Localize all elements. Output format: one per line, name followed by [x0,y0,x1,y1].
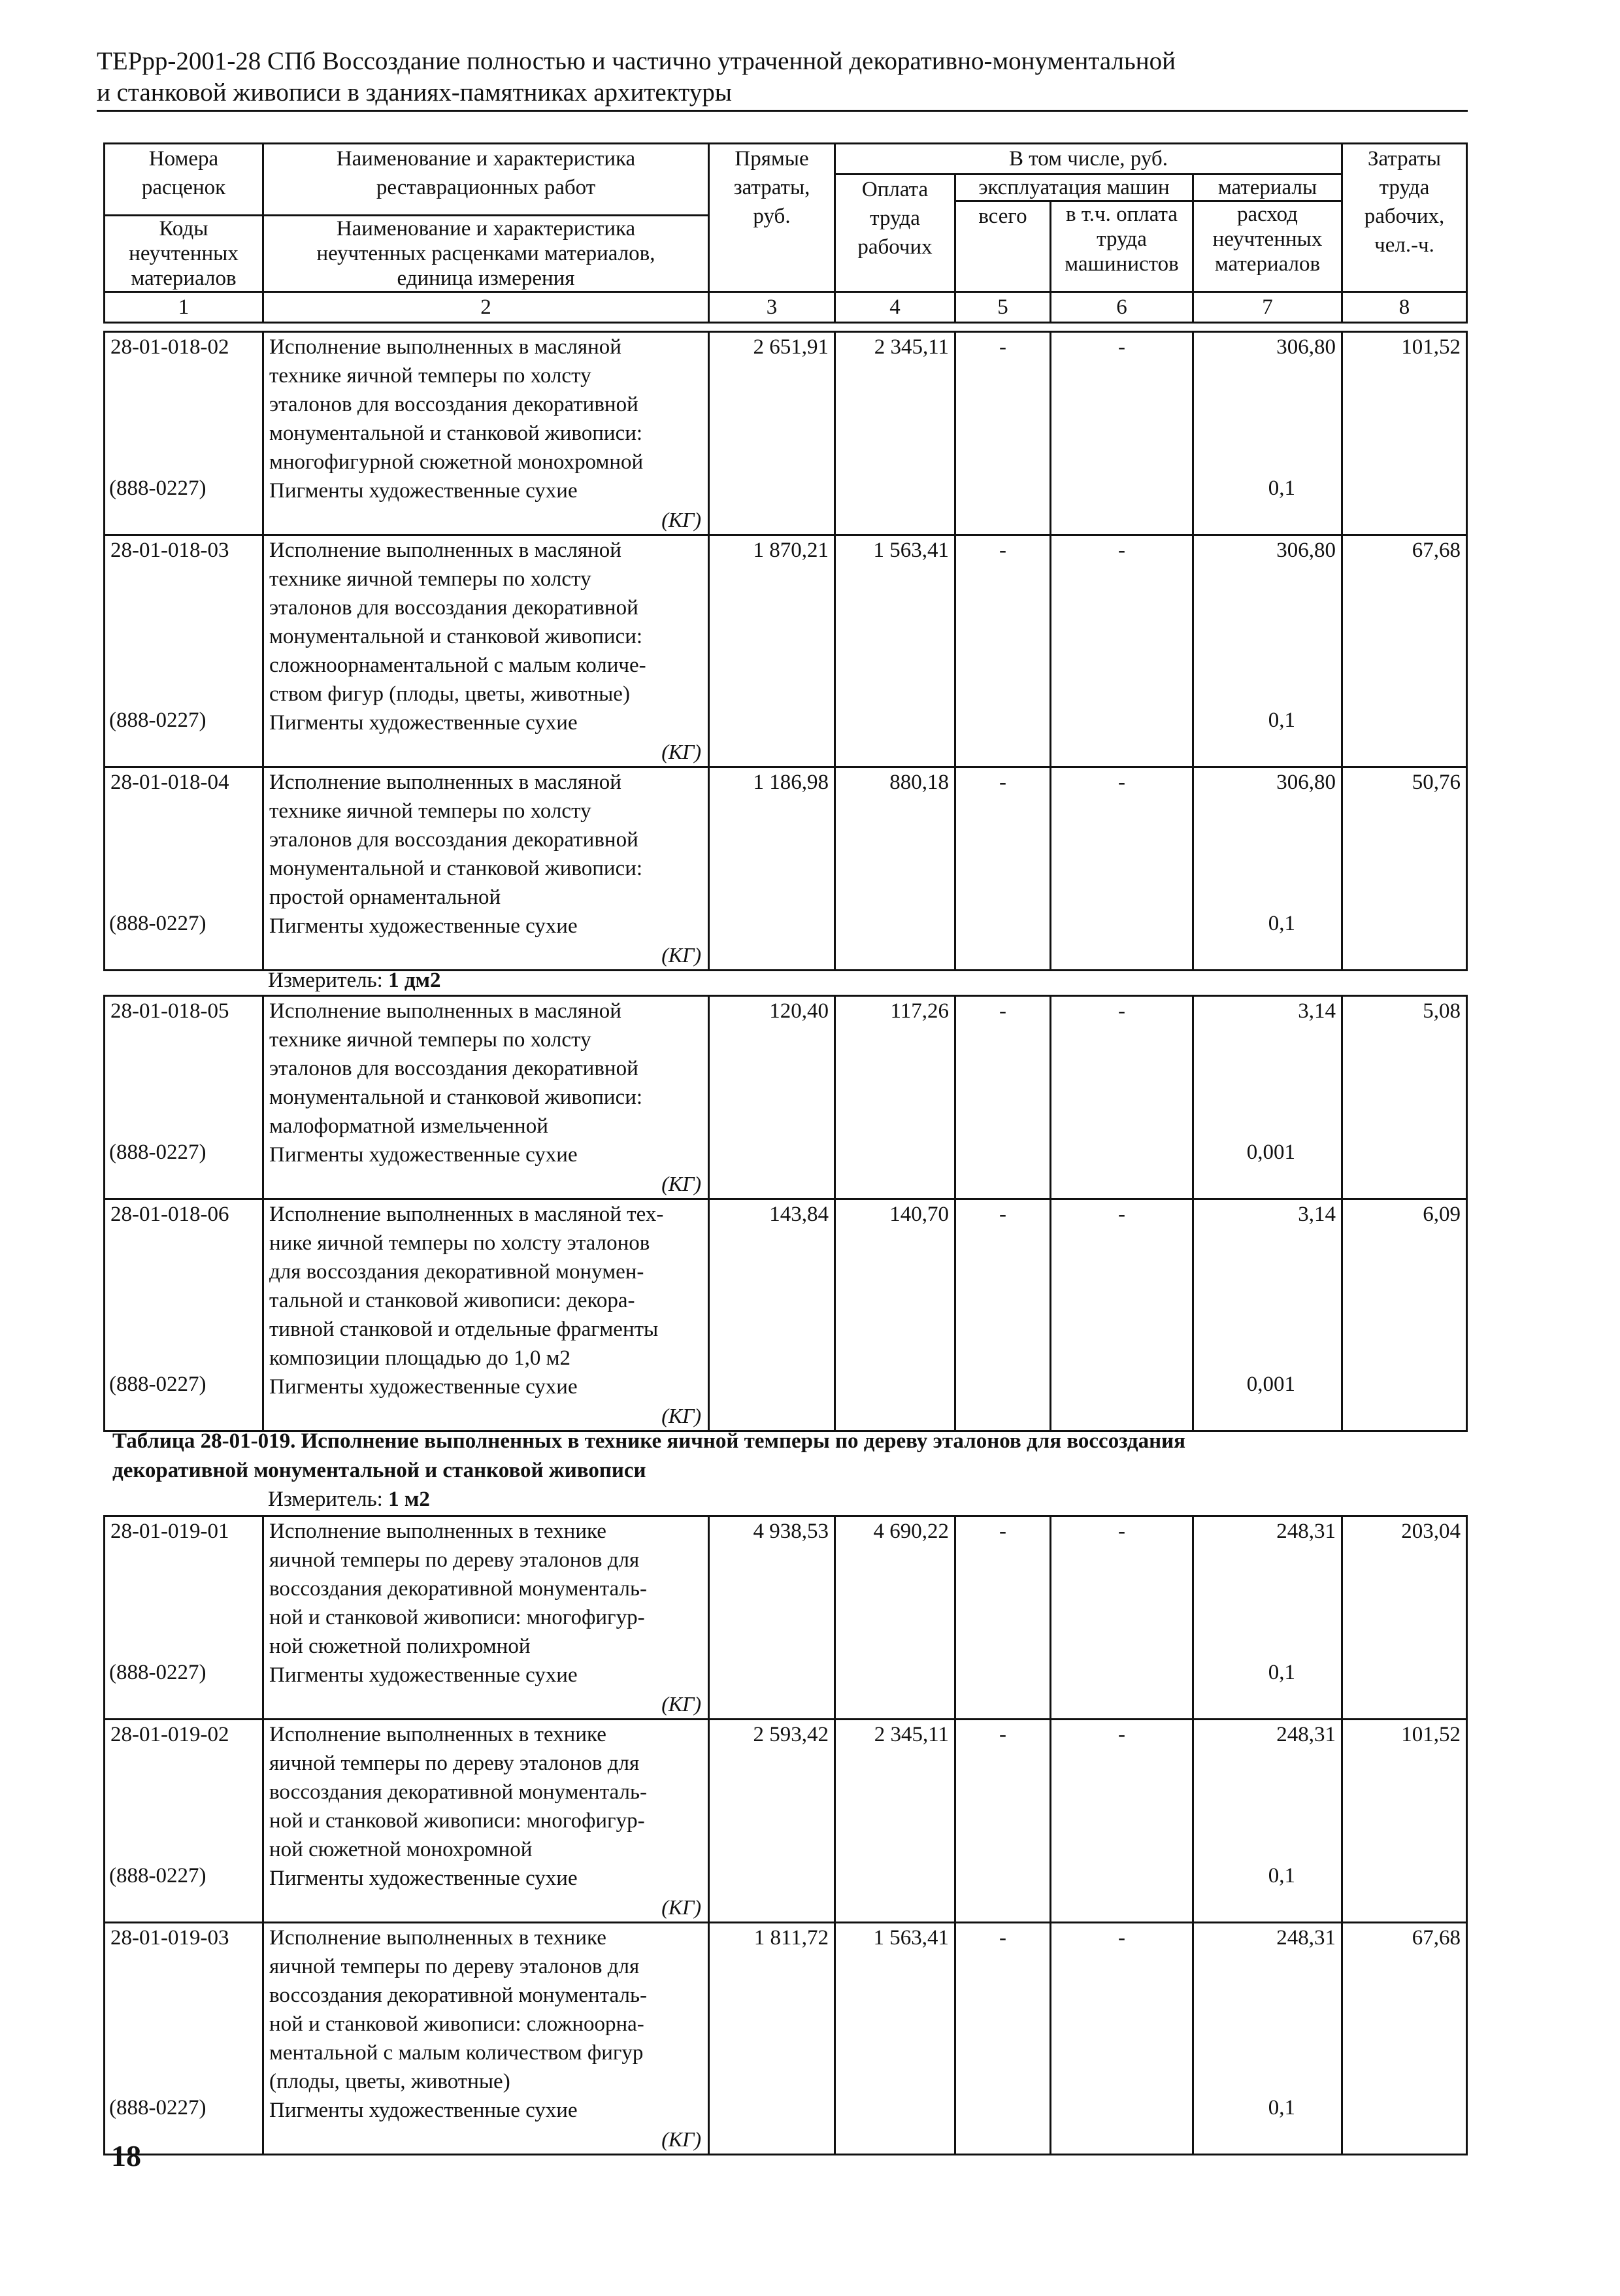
work-description-line: эталонов для воссоздания декоративной [269,393,638,416]
work-description-line: ством фигур (плоды, цветы, животные) [269,682,630,706]
work-description-line: сложноорнаментальной с малым количе- [269,654,646,677]
labor-pay: 2 345,11 [835,332,955,535]
description-cell [263,767,709,971]
material-name: Пигменты художественные сухие [269,914,578,938]
labor-pay: 4 690,22 [835,1516,955,1720]
material-unit: (КГ) [661,1172,701,1195]
table-row [105,1516,1467,1720]
work-description-line: Исполнение выполненных в технике [269,1723,606,1746]
rate-code: 28-01-018-03 [110,539,229,562]
work-description-line: эталонов для воссоздания декоративной [269,1057,638,1080]
material-quantity: 0,1 [1268,912,1295,935]
header-kody: Коды неучтенных материалов [105,216,263,292]
table-019-title [112,1427,1393,1486]
material-unit: (КГ) [661,508,701,531]
materials-cost-cell [1193,1720,1342,1923]
rate-code: 28-01-018-02 [110,335,229,359]
table-row [105,767,1467,971]
material-quantity: 0,1 [1268,1661,1295,1684]
rate-code: 28-01-018-06 [110,1203,229,1226]
machinists-pay: - [1051,767,1193,971]
machines-total: - [955,1720,1051,1923]
machines-total: - [955,1199,1051,1431]
labor-hours: 5,08 [1342,996,1467,1199]
work-description-line: воссоздания декоративной монументаль- [269,1984,647,2007]
work-description-line: малоформатной измельченной [269,1114,548,1138]
table-019-title-line-2: декоративной монументальной и станковой живописи [112,1459,646,1482]
machinists-pay: - [1051,1516,1193,1720]
material-quantity: 0,001 [1246,1373,1295,1396]
col-num: 1 [105,292,263,323]
materials-cost-cell [1193,1199,1342,1431]
header-materials: материалы [1193,175,1342,201]
header-labor-hours: Затраты труда рабочих, чел.-ч. [1342,144,1467,292]
material-code: (888-0227) [109,1661,207,1684]
work-description-line: технике яичной темперы по холсту [269,364,591,388]
machinists-pay: - [1051,1199,1193,1431]
description-cell [263,535,709,767]
materials-cost-cell [1193,1516,1342,1720]
meter-value: 1 м2 [388,1488,430,1511]
material-name: Пигменты художественные сухие [269,1375,578,1399]
direct-costs: 143,84 [709,1199,835,1431]
table-row [105,535,1467,767]
material-unit: (КГ) [661,943,701,967]
work-description-line: технике яичной темперы по холсту [269,799,591,823]
work-description-line: воссоздания декоративной монументаль- [269,1780,647,1804]
description-cell [263,1923,709,2155]
work-description-line: монументальной и станковой живописи: [269,625,643,648]
machinists-pay: - [1051,1923,1193,2155]
direct-costs: 2 651,91 [709,332,835,535]
col-num: 6 [1051,292,1193,323]
description-cell [263,1720,709,1923]
work-description-line: Исполнение выполненных в технике [269,1520,606,1543]
rate-code-cell [105,332,263,535]
material-quantity: 0,1 [1268,708,1295,732]
rate-code-cell [105,996,263,1199]
rate-code-cell [105,1720,263,1923]
meter-label: Измеритель: [268,1488,383,1511]
work-description-line: ной и станковой живописи: многофигур- [269,1809,645,1833]
header-line-1: ТЕРрр-2001-28 СПб Воссоздание полностью и частично утраченной декоративно-монументальной [97,47,1176,75]
materials-cost: 306,80 [1276,539,1336,562]
material-code: (888-0227) [109,1140,207,1164]
materials-cost: 3,14 [1298,1203,1336,1226]
machinists-pay: - [1051,1720,1193,1923]
header-line-2: и станковой живописи в зданиях-памятниках архитектуры [97,78,732,107]
work-description-line: тальной и станковой живописи: декора- [269,1289,635,1312]
machines-total: - [955,332,1051,535]
description-cell [263,996,709,1199]
rate-code: 28-01-019-02 [110,1723,229,1746]
table-body-019 [103,1515,1468,2155]
work-description-line: технике яичной темперы по холсту [269,1028,591,1052]
work-description-line: эталонов для воссоздания декоративной [269,828,638,852]
material-quantity: 0,1 [1268,1864,1295,1888]
work-description-line: монументальной и станковой живописи: [269,422,643,445]
col-num: 8 [1342,292,1467,323]
material-code: (888-0227) [109,1373,207,1396]
direct-costs: 1 870,21 [709,535,835,767]
machines-total: - [955,767,1051,971]
material-quantity: 0,1 [1268,2096,1295,2120]
material-unit: (КГ) [661,1895,701,1919]
labor-pay: 1 563,41 [835,1923,955,2155]
document-header [97,46,1468,112]
table-body-018-b [103,995,1468,1432]
work-description-line: Исполнение выполненных в масляной [269,335,621,359]
labor-hours: 6,09 [1342,1199,1467,1431]
header-direct-costs: Прямые затраты, руб. [709,144,835,292]
work-description-line: композиции площадью до 1,0 м2 [269,1346,571,1370]
header-name-materials: Наименование и характеристика неучтенных расценками материалов, единица измерения [263,216,709,292]
materials-cost: 248,31 [1276,1520,1336,1543]
materials-cost: 248,31 [1276,1926,1336,1950]
materials-cost: 3,14 [1298,999,1336,1023]
rate-code: 28-01-019-03 [110,1926,229,1950]
col-num: 4 [835,292,955,323]
material-name: Пигменты художественные сухие [269,479,578,503]
rate-code-cell [105,535,263,767]
labor-pay: 140,70 [835,1199,955,1431]
direct-costs: 1 186,98 [709,767,835,971]
machinists-pay: - [1051,332,1193,535]
material-unit: (КГ) [661,1692,701,1716]
work-description-line: технике яичной темперы по холсту [269,567,591,591]
meter-label: Измеритель: [268,969,383,992]
work-description-line: (плоды, цветы, животные) [269,2070,510,2093]
material-name: Пигменты художественные сухие [269,711,578,735]
direct-costs: 120,40 [709,996,835,1199]
description-cell [263,332,709,535]
labor-pay: 117,26 [835,996,955,1199]
work-description-line: тивной станковой и отдельные фрагменты [269,1318,659,1341]
header-machinists-pay: в т.ч. оплата труда машинистов [1051,201,1193,292]
rate-code-cell [105,1199,263,1431]
work-description-line: монументальной и станковой живописи: [269,857,643,880]
rate-code: 28-01-018-04 [110,771,229,794]
work-description-line: Исполнение выполненных в технике [269,1926,606,1950]
labor-hours: 67,68 [1342,535,1467,767]
work-description-line: Исполнение выполненных в масляной тех- [269,1203,664,1226]
material-unit: (КГ) [661,740,701,763]
header-labor-pay: Оплата труда рабочих [835,175,955,292]
materials-cost-cell [1193,767,1342,971]
work-description-line: ментальной с малым количеством фигур [269,2041,644,2065]
machinists-pay: - [1051,996,1193,1199]
labor-hours: 101,52 [1342,332,1467,535]
labor-pay: 880,18 [835,767,955,971]
work-description-line: Исполнение выполненных в масляной [269,539,621,562]
materials-cost: 306,80 [1276,335,1336,359]
header-material-usage: расход неучтенных материалов [1193,201,1342,292]
material-unit: (КГ) [661,2127,701,2151]
description-cell [263,1199,709,1431]
material-code: (888-0227) [109,708,207,732]
work-description-line: простой орнаментальной [269,886,501,909]
table-row [105,1199,1467,1431]
material-quantity: 0,001 [1246,1140,1295,1164]
table-row [105,1720,1467,1923]
material-name: Пигменты художественные сухие [269,2099,578,2122]
work-description-line: монументальной и станковой живописи: [269,1086,643,1109]
materials-cost-cell [1193,996,1342,1199]
work-description-line: нике яичной темперы по холсту эталонов [269,1231,650,1255]
material-unit: (КГ) [661,1404,701,1427]
table-header [103,142,1468,324]
work-description-line: яичной темперы по дереву эталонов для [269,1752,640,1775]
rate-code: 28-01-019-01 [110,1520,229,1543]
work-description-line: эталонов для воссоздания декоративной [269,596,638,620]
material-code: (888-0227) [109,2096,207,2120]
work-description-line: воссоздания декоративной монументаль- [269,1577,647,1601]
labor-hours: 203,04 [1342,1516,1467,1720]
meter-2 [268,1488,430,1512]
machines-total: - [955,535,1051,767]
work-description-line: яичной темперы по дереву эталонов для [269,1548,640,1572]
machines-total: - [955,1923,1051,2155]
labor-hours: 50,76 [1342,767,1467,971]
rate-code-cell [105,1923,263,2155]
materials-cost: 248,31 [1276,1723,1336,1746]
material-code: (888-0227) [109,912,207,935]
header-nomera: Номера расценок [105,144,263,216]
column-numbers-row [105,292,1467,323]
material-name: Пигменты художественные сухие [269,1867,578,1890]
description-cell [263,1516,709,1720]
col-num: 3 [709,292,835,323]
labor-pay: 2 345,11 [835,1720,955,1923]
col-num: 7 [1193,292,1342,323]
header-name-works: Наименование и характеристика реставрационных работ [263,144,709,216]
material-code: (888-0227) [109,1864,207,1888]
work-description-line: ной и станковой живописи: сложноорна- [269,2012,644,2036]
materials-cost-cell [1193,1923,1342,2155]
machinists-pay: - [1051,535,1193,767]
labor-hours: 67,68 [1342,1923,1467,2155]
header-including: В том числе, руб. [835,144,1342,175]
col-num: 2 [263,292,709,323]
work-description-line: ной сюжетной монохромной [269,1838,533,1861]
rate-code-cell [105,767,263,971]
materials-cost-cell [1193,332,1342,535]
labor-hours: 101,52 [1342,1720,1467,1923]
material-quantity: 0,1 [1268,476,1295,500]
table-row [105,996,1467,1199]
page-number: 18 [111,2139,141,2172]
direct-costs: 2 593,42 [709,1720,835,1923]
meter-1 [268,969,441,993]
work-description-line: ной сюжетной полихромной [269,1635,531,1658]
table-row [105,1923,1467,2155]
header-machines: эксплуатация машин [955,175,1193,201]
work-description-line: Исполнение выполненных в масляной [269,771,621,794]
work-description-line: многофигурной сюжетной монохромной [269,450,644,474]
material-name: Пигменты художественные сухие [269,1663,578,1687]
rate-code-cell [105,1516,263,1720]
machines-total: - [955,996,1051,1199]
material-name: Пигменты художественные сухие [269,1143,578,1167]
machines-total: - [955,1516,1051,1720]
materials-cost-cell [1193,535,1342,767]
direct-costs: 1 811,72 [709,1923,835,2155]
rate-code: 28-01-018-05 [110,999,229,1023]
work-description-line: Исполнение выполненных в масляной [269,999,621,1023]
material-code: (888-0227) [109,476,207,500]
work-description-line: ной и станковой живописи: многофигур- [269,1606,645,1629]
meter-value: 1 дм2 [388,969,441,992]
table-019-title-line-1: Таблица 28-01-019. Исполнение выполненных в технике яичной темперы по дереву эталонов для воссоздания [112,1429,1185,1453]
direct-costs: 4 938,53 [709,1516,835,1720]
table-body-018-a [103,331,1468,971]
labor-pay: 1 563,41 [835,535,955,767]
col-num: 5 [955,292,1051,323]
work-description-line: яичной темперы по дереву эталонов для [269,1955,640,1978]
work-description-line: для воссоздания декоративной монумен- [269,1260,644,1284]
materials-cost: 306,80 [1276,771,1336,794]
header-machines-total: всего [955,201,1051,292]
table-row [105,332,1467,535]
